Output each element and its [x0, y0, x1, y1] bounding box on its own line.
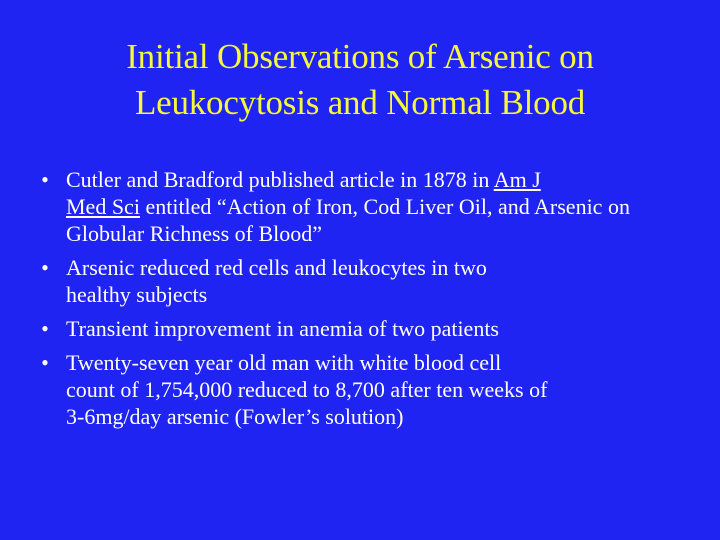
bullet-text-before-journal: Cutler and Bradford published article in 1878 in: [66, 167, 494, 192]
bullet-item-publication: [38, 166, 698, 247]
slide-title-line-2: Leukocytosis and Normal Blood: [134, 83, 586, 122]
bullet-text-line-2: count of 1,754,000 reduced to 8,700 after ten weeks of: [66, 377, 548, 402]
bullet-item-patient-case: [38, 349, 698, 430]
journal-reference-part-2: Med Sci: [66, 194, 140, 219]
bullet-text-line-1: Twenty-seven year old man with white blood cell: [66, 350, 502, 375]
bullet-icon: •: [41, 350, 49, 375]
bullet-text-line-2: healthy subjects: [66, 282, 208, 307]
journal-reference-part-1: Am J: [493, 167, 541, 192]
bullet-icon: •: [41, 316, 49, 341]
bullet-text-line-1: Arsenic reduced red cells and leukocytes in two: [66, 255, 487, 280]
bullet-icon: •: [41, 167, 49, 192]
bullet-item-arsenic-reduced-cells: [38, 254, 698, 308]
slide-title: [40, 34, 680, 126]
slide-title-line-1: Initial Observations of Arsenic on: [126, 37, 594, 76]
bullet-icon: •: [41, 255, 49, 280]
bullet-item-transient-improvement: [38, 315, 698, 342]
bullet-text-line-1: Transient improvement in anemia of two patients: [66, 316, 499, 341]
bullet-list: [38, 166, 698, 437]
bullet-text-after-journal: entitled “Action of Iron, Cod Liver Oil, and Arsenic on Globular Richness of Blood”: [66, 194, 630, 246]
bullet-text-line-3: 3-6mg/day arsenic (Fowler’s solution): [66, 404, 404, 429]
